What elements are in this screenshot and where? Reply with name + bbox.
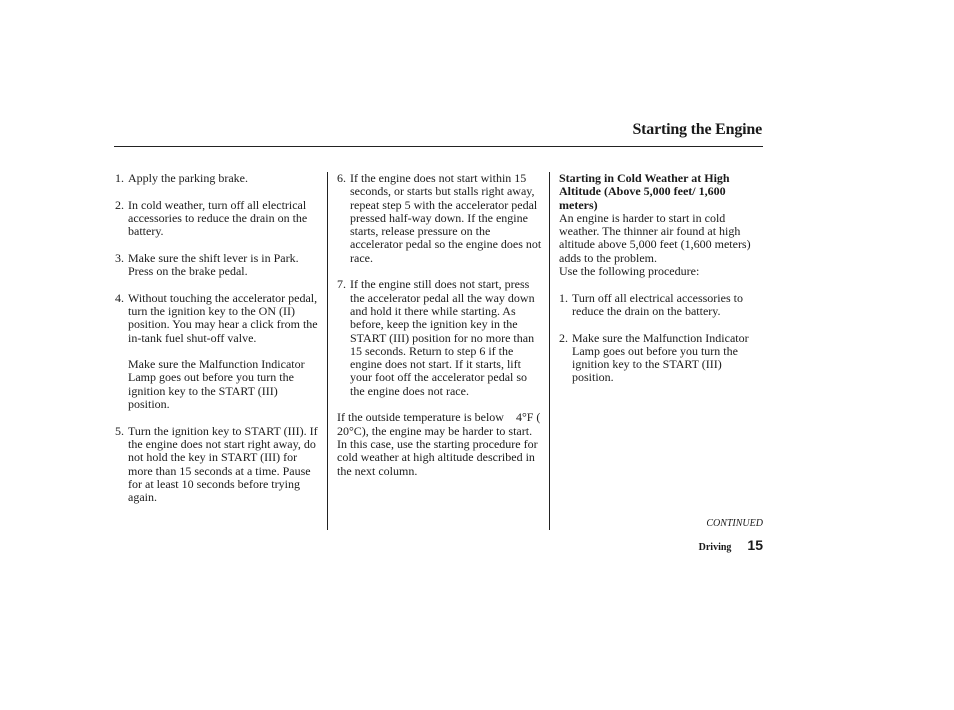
step-text: If the engine does not start within 15 seconds, or starts but stalls right away, repeat step 5 with the accelerator pedal pressed half-way down. If the engine starts, release pressure on the accelerator pedal so the engine does not race. xyxy=(350,171,542,265)
step-number: 6. xyxy=(337,171,346,185)
step-4-note: Make sure the Malfunction Indicator Lamp goes out before you turn the ignition key to the START (III) position. xyxy=(128,357,305,412)
step-text: Turn the ignition key to START (III). If the engine does not start right away, do not hold the key in START (III) for more than 15 seconds at a time. Pause for at least 10 seconds before trying again. xyxy=(128,423,318,505)
step-7 xyxy=(337,278,543,398)
column-divider-1 xyxy=(327,172,328,530)
altitude-step-1 xyxy=(559,292,765,319)
intro-text: An engine is harder to start in cold weather. The thinner air found at high altitude above 5,000 feet (1,600 meters) adds to the problem. xyxy=(559,210,751,265)
header-rule xyxy=(114,146,763,147)
page-footer xyxy=(699,537,763,553)
step-number: 3. xyxy=(115,250,124,265)
procedure-text: Use the following procedure: xyxy=(559,264,700,279)
step-text: If the engine still does not start, press the accelerator pedal all the way down and hold it there while starting. As before, keep the ignition key in the START (III) position for no more than 15 seconds. Return to step 6 if the engine does not start. If it starts, lift your foot off the accelerator pedal so the engine does not race. xyxy=(350,277,535,398)
step-4 xyxy=(115,292,320,345)
step-1 xyxy=(115,172,320,185)
step-number: 4. xyxy=(115,290,124,305)
step-number: 1. xyxy=(115,171,124,185)
column-middle xyxy=(337,171,550,491)
step-text: Make sure the Malfunction Indicator Lamp goes out before you turn the ignition key to the START (III) position. xyxy=(572,330,749,385)
column-right xyxy=(559,172,765,398)
column-left xyxy=(115,172,320,518)
step-text: In cold weather, turn off all electrical accessories to reduce the drain on the battery. xyxy=(128,197,308,239)
step-number: 7. xyxy=(337,277,346,292)
column-divider-2 xyxy=(549,172,550,530)
step-5 xyxy=(115,425,320,505)
section-heading: Starting in Cold Weather at High Altitude (Above 5,000 feet/ 1,600 meters) xyxy=(559,171,730,212)
altitude-step-2 xyxy=(559,332,765,385)
step-text: Make sure the shift lever is in Park. Press on the brake pedal. xyxy=(128,250,299,279)
page-title: Starting the Engine xyxy=(632,121,762,138)
step-2 xyxy=(115,199,320,239)
step-6 xyxy=(337,172,543,265)
step-text: Turn off all electrical accessories to reduce the drain on the battery. xyxy=(572,290,743,318)
continued-label: CONTINUED xyxy=(706,518,763,529)
step-number: 2. xyxy=(115,197,124,212)
step-3 xyxy=(115,252,320,279)
section-name: Driving xyxy=(698,542,732,553)
step-number: 5. xyxy=(115,423,124,438)
step-number: 1. xyxy=(559,290,568,305)
step-text: Without touching the accelerator pedal, turn the ignition key to the ON (II) position. You may hear a click from the in-tank fuel shut-off valve. xyxy=(128,290,318,345)
cold-weather-note: If the outside temperature is below 4°F ( 20°C), the engine may be harder to start. In this case, use the starting procedure for cold weather at high altitude described in the next column. xyxy=(337,410,550,478)
page-number: 15 xyxy=(747,537,763,553)
step-text: Apply the parking brake. xyxy=(128,171,248,185)
step-number: 2. xyxy=(559,330,568,345)
